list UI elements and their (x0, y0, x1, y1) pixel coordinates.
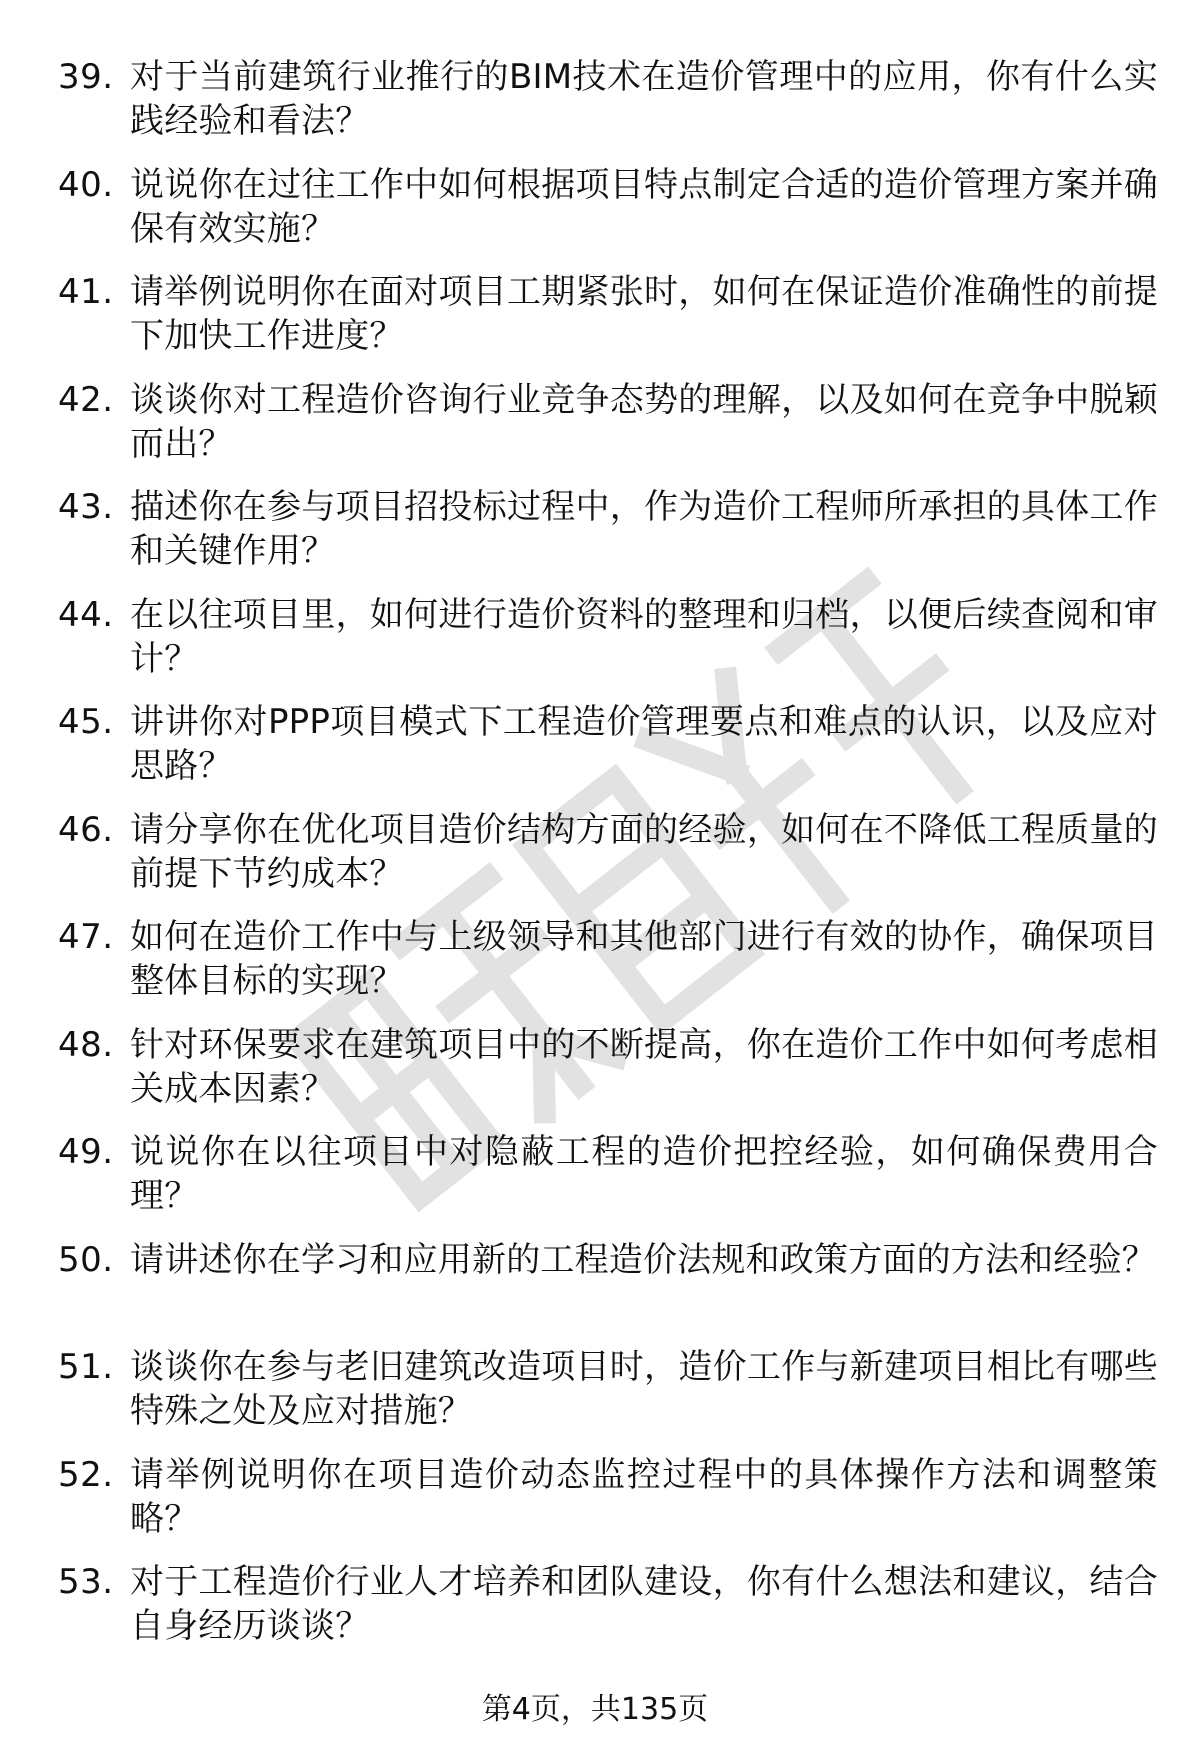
list-item (58, 270, 1158, 378)
page-number-label: 第4页，共135页 (481, 1692, 709, 1727)
question-list (58, 55, 1158, 1668)
list-item (58, 55, 1158, 163)
question-number: 53. (58, 1562, 114, 1602)
question-number: 48. (58, 1024, 114, 1065)
question-text: 请举例说明你在面对项目工期紧张时，如何在保证造价准确性的前提下加快工作进度？ (130, 272, 1158, 356)
page-footer (0, 1690, 1190, 1730)
list-item (58, 1238, 1158, 1346)
question-number: 49. (58, 1132, 114, 1172)
question-text: 说说你在以往项目中对隐蔽工程的造价把控经验，如何确保费用合理？ (130, 1132, 1158, 1216)
question-number: 43. (58, 487, 114, 527)
question-number: 40. (58, 164, 114, 205)
question-text: 描述你在参与项目招投标过程中，作为造价工程师所承担的具体工作和关键作用？ (130, 487, 1158, 571)
question-text: 谈谈你对工程造价咨询行业竞争态势的理解，以及如何在竞争中脱颖而出？ (130, 379, 1158, 464)
list-item (58, 1023, 1158, 1131)
question-number: 45. (58, 702, 114, 742)
question-number: 50. (58, 1239, 114, 1280)
list-item (58, 1130, 1158, 1238)
question-text: 对于当前建筑行业推行的BIM技术在造价管理中的应用，你有什么实践经验和看法？ (130, 57, 1158, 141)
list-item (58, 593, 1158, 701)
question-text: 请分享你在优化项目造价结构方面的经验，如何在不降低工程质量的前提下节约成本？ (130, 809, 1158, 894)
question-text: 请举例说明你在项目造价动态监控过程中的具体操作方法和调整策略？ (130, 1454, 1158, 1539)
question-number: 42. (58, 379, 114, 420)
list-item (58, 1345, 1158, 1453)
list-item (58, 1560, 1158, 1668)
question-number: 46. (58, 809, 114, 850)
list-item (58, 808, 1158, 916)
list-item (58, 915, 1158, 1023)
list-item (58, 700, 1158, 808)
question-text: 在以往项目里，如何进行造价资料的整理和归档，以便后续查阅和审计？ (130, 594, 1158, 679)
question-number: 39. (58, 57, 114, 97)
question-text: 谈谈你在参与老旧建筑改造项目时，造价工作与新建项目相比有哪些特殊之处及应对措施？ (130, 1347, 1158, 1431)
question-text: 说说你在过往工作中如何根据项目特点制定合适的造价管理方案并确保有效实施？ (130, 164, 1158, 249)
question-number: 41. (58, 272, 114, 312)
question-text: 针对环保要求在建筑项目中的不断提高，你在造价工作中如何考虑相关成本因素？ (130, 1024, 1158, 1109)
question-text: 对于工程造价行业人才培养和团队建设，你有什么想法和建议，结合自身经历谈谈？ (130, 1562, 1158, 1646)
question-number: 51. (58, 1347, 114, 1387)
question-number: 47. (58, 917, 114, 957)
list-item (58, 163, 1158, 271)
list-item (58, 485, 1158, 593)
list-item (58, 1453, 1158, 1561)
list-item (58, 378, 1158, 486)
question-number: 52. (58, 1454, 114, 1495)
question-number: 44. (58, 594, 114, 635)
question-text: 请讲述你在学习和应用新的工程造价法规和政策方面的方法和经验？ (130, 1239, 1156, 1280)
question-text: 如何在造价工作中与上级领导和其他部门进行有效的协作，确保项目整体目标的实现？ (130, 917, 1158, 1001)
question-text: 讲讲你对PPP项目模式下工程造价管理要点和难点的认识，以及应对思路？ (130, 702, 1158, 786)
